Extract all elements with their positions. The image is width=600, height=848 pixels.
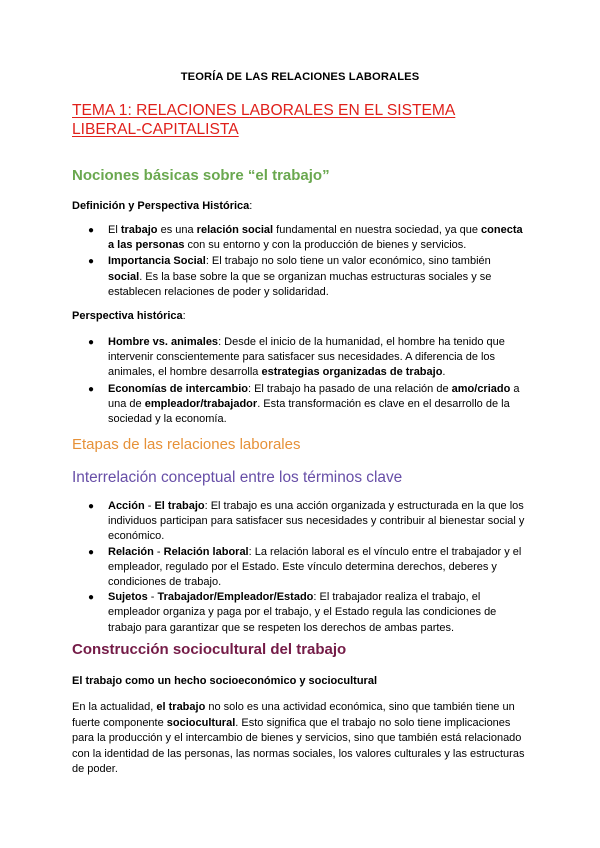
bullet-icon: ● (88, 225, 95, 236)
list-item: ● Economías de intercambio: El trabajo ha pasado de una relación de amo/criado a una de empleador/trabajador. Esta transformación es clave en el desarrollo de la sociedad y la economía. (88, 382, 520, 426)
list-item: ● Acción - El trabajo: El trabajo es una acción organizada y estructurada en la que los individuos participan para satisfacer sus necesidades y contribuir al bienestar social y económico. (88, 500, 525, 543)
section-heading-etapas: Etapas de las relaciones laborales (72, 436, 301, 453)
bullet-icon: ● (88, 256, 95, 268)
list-definicion (72, 223, 528, 300)
subheading-hecho-socioeconomico: El trabajo como un hecho socioeconómico y sociocultural (72, 675, 378, 687)
subheading-definicion: Definición y Perspectiva Histórica: (72, 200, 253, 212)
bullet-icon: ● (88, 383, 95, 395)
bullet-icon: ● (88, 337, 95, 348)
section-heading-interrelacion: Interrelación conceptual entre los términos clave (72, 469, 403, 486)
document-title: TEORÍA DE LAS RELACIONES LABORALES (180, 71, 420, 83)
list-interrelacion (72, 499, 528, 636)
list-item: ● Hombre vs. animales: Desde el inicio de la humanidad, el hombre ha tenido que intervenir conscientemente para satisfacer sus necesidades. A diferencia de los animales, el hombre desarrolla estrategias organizadas de trabajo. (88, 336, 505, 379)
subheading-perspectiva: Perspectiva histórica: (72, 310, 186, 322)
list-item: ● Importancia Social: El trabajo no solo tiene un valor económico, sino también social. Es la base sobre la que se organizan muchas estructuras sociales y se establecen relaciones de poder y solidaridad. (88, 255, 492, 298)
paragraph-sociocultural: En la actualidad, el trabajo no solo es una actividad económica, sino que también tiene un fuerte componente sociocultural. Esto significa que el trabajo no solo tiene implicaciones para la producción y el intercambio de bienes y servicios, sino que también está relacionado con la identidad de las personas, las normas sociales, los valores culturales y las estructuras de poder. (72, 701, 525, 775)
bullet-icon: ● (88, 501, 95, 512)
list-item: ● Relación - Relación laboral: La relación laboral es el vínculo entre el trabajador y el empleador, regulado por el Estado. Este vínculo determina derechos, deberes y condiciones de trabajo. (88, 545, 522, 589)
bullet-icon: ● (88, 592, 95, 604)
list-perspectiva (72, 335, 528, 427)
tema-title: TEMA 1: RELACIONES LABORALES EN EL SISTEMA LIBERAL-CAPITALISTA (72, 102, 456, 138)
bullet-icon: ● (88, 546, 95, 558)
section-heading-nociones: Nociones básicas sobre “el trabajo” (72, 167, 330, 184)
section-heading-construccion: Construcción sociocultural del trabajo (72, 641, 347, 658)
list-item: ● El trabajo es una relación social fundamental en nuestra sociedad, ya que conecta a las personas con su entorno y con la producción de bienes y servicios. (88, 224, 523, 252)
list-item: ● Sujetos - Trabajador/Empleador/Estado: El trabajador realiza el trabajo, el empleador organiza y paga por el trabajo, y el Estado regula las condiciones de trabajo para garantizar que se respeten los derechos de ambas partes. (88, 591, 497, 634)
